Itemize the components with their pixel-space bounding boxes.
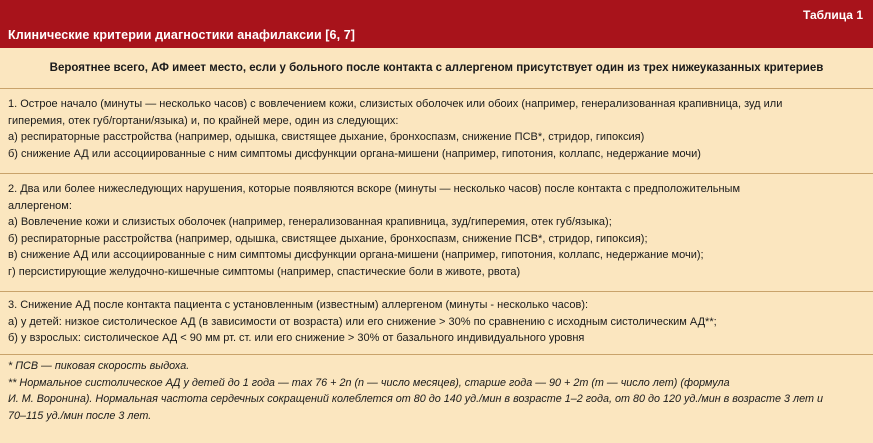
criterion-line: 3. Снижение АД после контакта пациента с установленным (известным) аллергеном (минуты - несколько часов):	[8, 299, 589, 311]
footnote-line: 70–115 уд./мин после 3 лет.	[8, 409, 152, 422]
criterion-1	[0, 88, 873, 174]
footnotes	[0, 355, 873, 424]
criterion-2	[0, 174, 873, 292]
criterion-line: 1. Острое начало (минуты — несколько часов) с вовлечением кожи, слизистых оболочек или обоих (например, генерализованная крапивница, зуд или	[8, 98, 783, 110]
table-title: Клинические критерии диагностики анафилаксии [6, 7]	[8, 28, 356, 42]
footnote-line: * ПСВ — пиковая скорость выдоха.	[8, 360, 190, 372]
table-header-bar	[0, 0, 873, 48]
footnote-line: И. М. Воронина). Нормальная частота сердечных сокращений колеблется от 80 до 140 уд./мин в возрасте 1–2 года, от 80 до 120 уд./мин в возрасте 3 лет и	[8, 393, 823, 405]
criterion-line: а) респираторные расстройства (например, одышка, свистящее дыхание, бронхоспазм, снижение ПСВ*, стридор, гипоксия)	[8, 131, 645, 143]
criterion-line: а) Вовлечение кожи и слизистых оболочек (например, генерализованная крапивница, зуд/гиперемия, отек губ/языка);	[8, 216, 612, 228]
table-number: Таблица 1	[802, 8, 863, 22]
criterion-line: а) у детей: низкое систолическое АД (в зависимости от возраста) или его снижение > 30% по сравнению с исходным систолическим АД**;	[8, 315, 717, 328]
table-subtitle: Вероятнее всего, АФ имеет место, если у больного после контакта с аллергеном присутствует один из трех нижеуказанных критериев	[0, 48, 873, 89]
criterion-line: в) снижение АД или ассоциированные с ним симптомы дисфункции органа-мишени (например, гипотония, коллапс, недержание мочи);	[8, 249, 704, 261]
criterion-line: г) персистирующие желудочно-кишечные симптомы (например, спастические боли в животе, рвота)	[8, 265, 521, 278]
criterion-line: б) респираторные расстройства (например, одышка, свистящее дыхание, бронхоспазм, снижение ПСВ*, стридор, гипоксия);	[8, 232, 648, 245]
criterion-line: 2. Два или более нижеследующих нарушения, которые появляются вскоре (минуты — несколько часов) после контакта с предположительным	[8, 183, 741, 195]
criterion-line: гиперемия, отек губ/гортани/языка) и, по крайней мере, один из следующих:	[8, 114, 399, 127]
criterion-line: аллергеном:	[8, 199, 72, 212]
footnote-line: ** Нормальное систолическое АД у детей до 1 года — max 76 + 2n (n — число месяцев), старше года — 90 + 2m (m — число лет) (формула	[8, 376, 730, 389]
criterion-line: б) снижение АД или ассоциированные с ним симптомы дисфункции органа-мишени (например, гипотония, коллапс, недержание мочи)	[8, 147, 701, 160]
criterion-3	[0, 292, 873, 355]
criterion-line: б) у взрослых: систолическое АД < 90 мм рт. ст. или его снижение > 30% от базального индивидуального уровня	[8, 332, 585, 344]
